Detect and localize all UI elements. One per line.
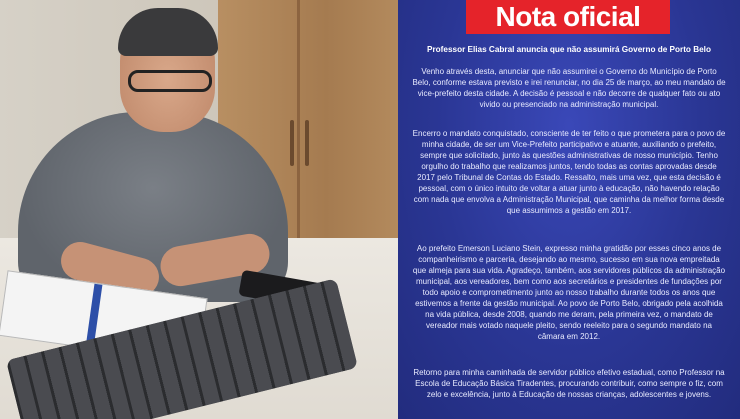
note-paragraph: Encerro o mandato conquistado, consciente de ter feito o que prometera para o povo de minha cidade, de ser um Vice-Prefeito participativo e atuante, auxiliando o prefeito, sempre que solicitado, junto às questões administrativas de nosso município. Tenho orgulho do trabalho que realizamos juntos, tendo todas as contas aprovadas desde 2017 pelo Tribunal de Contas do Estado. Ressalto, mais uma vez, que esta decisão é pessoal, com o único intuito de voltar a atuar junto à educação, não havendo relação com nada que envolva a Administração Municipal, que caminha da melhor forma desde que assumimos a gestão em 2017. (412, 129, 726, 215)
banner-title: Nota oficial (495, 1, 641, 32)
glasses (128, 70, 212, 92)
cabinet-handle (290, 120, 294, 166)
note-paragraph: Retorno para minha caminhada de servidor público efetivo estadual, como Professor na Escola de Educação Básica Tiradentes, procurando contribuir, como sempre o fiz, com zelo e excelência, junto à Educação de nossas crianças, adolescentes e jovens. (413, 368, 725, 399)
note-banner (466, 0, 670, 34)
note-paragraph: Ao prefeito Emerson Luciano Stein, expresso minha gratidão por esses cinco anos de companheirismo e parceria, desejando ao mesmo, sucesso em sua nova empreitada que almeja para sua vida. Agradeço, também, aos servidores públicos da administração municipal, aos vereadores, bem como aos secretários e presidentes de fundações por todo apoio e comprometimento junto ao nosso trabalho durante todos os anos que estivemos a frente da gestão municipal. Ao povo de Porto Belo, obrigado pela acolhida na vida pública, desde 2008, quando me deram, pela primeira vez, o mandato de vereador mais votado naquele pleito, sendo reeleito para o segundo mandato na câmara em 2012. (412, 244, 726, 341)
cabinet-handle (305, 120, 309, 166)
note-paragraph: Venho através desta, anunciar que não assumirei o Governo do Município de Porto Belo, conforme estava previsto e irei renunciar, no dia 25 de março, ao meu mandato de vice-prefeito desta cidade. A decisão é pessoal e não decorre de qualquer fato ou ato vivido ou presenciado na administração municipal. (412, 67, 726, 109)
note-headline: Professor Elias Cabral anuncia que não assumirá Governo de Porto Belo (427, 45, 711, 54)
cabinet-seam (297, 0, 300, 250)
official-note (398, 0, 740, 419)
